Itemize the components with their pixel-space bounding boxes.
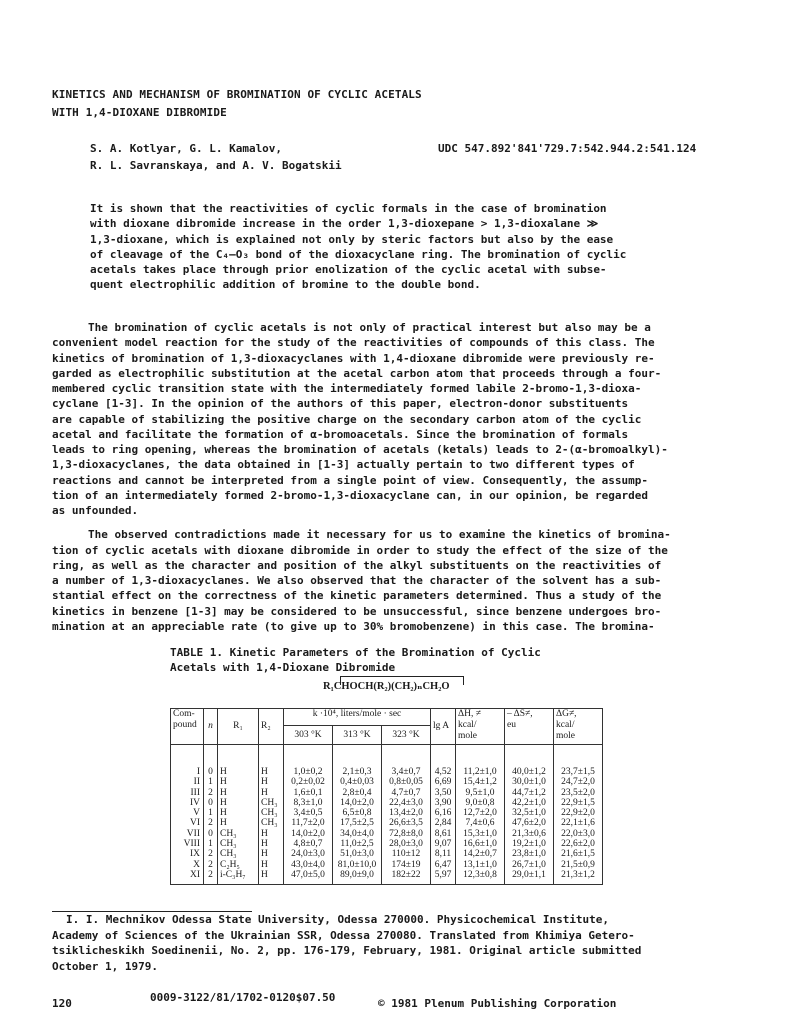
cell-k323: 174±19 — [382, 860, 431, 870]
cell-dg: 22,6±2,0 — [554, 839, 603, 849]
header-delta-h: ΔH, ≠ kcal/ mole — [456, 709, 505, 745]
cell-ds: 44,7±1,2 — [505, 788, 554, 798]
body-line: cyclane [1-3]. In the opinion of the authors of this paper, electron-donor substituents — [52, 397, 629, 411]
body-line: membered cyclic transition state with the intermediately formed labile 2-bromo-1,3-dioxa- — [52, 382, 642, 395]
table-row — [171, 798, 603, 808]
cell-k313: 17,5±2,5 — [333, 818, 382, 828]
title-line: WITH 1,4-DIOXANE DIBROMIDE — [52, 106, 227, 119]
cell-dh: 13,1±1,0 — [456, 860, 505, 870]
header-temp-303: 303 °K — [284, 726, 333, 745]
cell-k323: 3,4±0,7 — [382, 745, 431, 778]
footnote-line: tsiklicheskikh Soedinenii, No. 2, pp. 176-179, February, 1981. Original article submitted — [52, 944, 642, 957]
author-line: S. A. Kotlyar, G. L. Kamalov, — [90, 142, 283, 155]
cell-compound: V — [171, 808, 204, 818]
body-line: are capable of stabilizing the positive charge on the secondary carbon atom of the cyclic — [52, 412, 642, 426]
title-line: KINETICS AND MECHANISM OF BROMINATION OF CYCLIC ACETALS — [52, 88, 422, 101]
cell-compound: VIII — [171, 839, 204, 849]
cell-dh: 15,3±1,0 — [456, 829, 505, 839]
header-r1: R₁ — [218, 709, 259, 745]
cell-dh: 14,2±0,7 — [456, 849, 505, 859]
cell-k313: 34,0±4,0 — [333, 829, 382, 839]
cell-lga: 8,61 — [431, 829, 456, 839]
header-rate-constant: k ·10⁴, liters/mole · sec — [284, 709, 431, 726]
body-line: leads to ring opening, whereas the bromination of acetals (ketals) leads to 2-(α-bromoalkyl)- — [52, 443, 668, 456]
body-line: ring, as well as the character and position of the alkyl substituents on the reactivities of — [52, 558, 662, 572]
body-line: as unfounded. — [52, 504, 139, 517]
cell-n: 2 — [204, 870, 218, 885]
footnote — [52, 912, 752, 974]
cell-k303: 1,6±0,1 — [284, 788, 333, 798]
issn-code: 0009-3122/81/1702-0120$07.50 — [150, 991, 336, 1004]
cell-dg: 23,7±1,5 — [554, 745, 603, 778]
copyright-notice: © 1981 Plenum Publishing Corporation — [378, 997, 617, 1010]
cell-n: 1 — [204, 777, 218, 787]
cell-r1: H — [218, 808, 259, 818]
cell-lga: 5,97 — [431, 870, 456, 885]
cell-n: 0 — [204, 829, 218, 839]
header-delta-g: ΔG≠, kcal/ mole — [554, 709, 603, 745]
cell-dg: 21,3±1,2 — [554, 870, 603, 885]
cell-dh: 9,0±0,8 — [456, 798, 505, 808]
body-line: convenient model reaction for the study of the reactivities of compounds of this class. The — [52, 336, 655, 350]
cell-compound: XI — [171, 870, 204, 885]
cell-compound: I — [171, 745, 204, 778]
cell-ds: 32,5±1,0 — [505, 808, 554, 818]
cell-n: 0 — [204, 798, 218, 808]
cell-dh: 12,3±0,8 — [456, 870, 505, 885]
table-caption — [170, 645, 541, 675]
cell-compound: VII — [171, 829, 204, 839]
table-row — [171, 839, 603, 849]
author-list — [90, 140, 342, 174]
cell-r1: H — [218, 818, 259, 828]
cell-r2: H — [259, 849, 284, 859]
abstract-line: of cleavage of the C₄–O₃ bond of the dioxacyclane ring. The bromination of cyclic — [90, 247, 627, 261]
cell-ds: 40,0±1,2 — [505, 745, 554, 778]
cell-r1: CH₃ — [218, 839, 259, 849]
abstract — [90, 201, 710, 293]
abstract-line: quent electrophilic addition of bromine to the double bond. — [90, 278, 481, 292]
cell-k303: 24,0±3,0 — [284, 849, 333, 859]
cell-compound: III — [171, 788, 204, 798]
cell-ds: 30,0±1,0 — [505, 777, 554, 787]
cell-dh: 15,4±1,2 — [456, 777, 505, 787]
cell-r2: CH₃ — [259, 808, 284, 818]
caption-line: TABLE 1. Kinetic Parameters of the Bromination of Cyclic — [170, 646, 541, 659]
table-header-row — [171, 709, 603, 726]
cell-k313: 0,4±0,03 — [333, 777, 382, 787]
cell-lga: 8,11 — [431, 849, 456, 859]
cell-ds: 21,3±0,6 — [505, 829, 554, 839]
cell-dh: 12,7±2,0 — [456, 808, 505, 818]
cell-lga: 2,84 — [431, 818, 456, 828]
cell-k303: 3,4±0,5 — [284, 808, 333, 818]
cell-n: 1 — [204, 839, 218, 849]
cell-k303: 14,0±2,0 — [284, 829, 333, 839]
table-row — [171, 829, 603, 839]
cell-r2: H — [259, 829, 284, 839]
author-line: R. L. Savranskaya, and A. V. Bogatskii — [90, 159, 342, 172]
cell-compound: IV — [171, 798, 204, 808]
cell-k323: 182±22 — [382, 870, 431, 885]
kinetic-parameters-table — [170, 708, 603, 885]
table-row — [171, 860, 603, 870]
cell-r2: H — [259, 788, 284, 798]
cell-dg: 22,0±3,0 — [554, 829, 603, 839]
cell-k323: 22,4±3,0 — [382, 798, 431, 808]
table-row — [171, 818, 603, 828]
cell-r1: i-C₃H₇ — [218, 870, 259, 885]
body-line: reactions and cannot be interpreted from a single point of view. Consequently, the assump- — [52, 473, 649, 487]
body-line: garded as electrophilic substitution at the acetal carbon atom that proceeds through a four- — [52, 366, 662, 380]
cell-k303: 0,2±0,02 — [284, 777, 333, 787]
cell-dg: 23,5±2,0 — [554, 788, 603, 798]
cell-k313: 14,0±2,0 — [333, 798, 382, 808]
page-number: 120 — [52, 997, 72, 1010]
cell-r2: CH₃ — [259, 818, 284, 828]
cell-k313: 81,0±10,0 — [333, 860, 382, 870]
cell-k323: 110±12 — [382, 849, 431, 859]
cell-k303: 11,7±2,0 — [284, 818, 333, 828]
cell-n: 0 — [204, 745, 218, 778]
cell-r2: H — [259, 745, 284, 778]
cell-r2: H — [259, 777, 284, 787]
cell-lga: 6,47 — [431, 860, 456, 870]
article-title — [52, 86, 422, 122]
cell-n: 2 — [204, 849, 218, 859]
header-delta-s: – ΔS≠, eu — [505, 709, 554, 745]
abstract-line: with dioxane dibromide increase in the order 1,3-dioxepane > 1,3-dioxalane ≫ — [90, 217, 599, 231]
cell-ds: 42,2±1,0 — [505, 798, 554, 808]
cell-k303: 4,8±0,7 — [284, 839, 333, 849]
cell-dg: 22,9±1,5 — [554, 798, 603, 808]
body-line: mination at an appreciable rate (to give up to 30% bromobenzene) in this case. The bromina- — [52, 619, 655, 633]
cell-k323: 0,8±0,05 — [382, 777, 431, 787]
body-line: The observed contradictions made it necessary for us to examine the kinetics of bromina- — [88, 528, 671, 542]
cell-k323: 4,7±0,7 — [382, 788, 431, 798]
table-row — [171, 777, 603, 787]
cell-k303: 8,3±1,0 — [284, 798, 333, 808]
cell-k303: 43,0±4,0 — [284, 860, 333, 870]
table-row — [171, 788, 603, 798]
cell-compound: VI — [171, 818, 204, 828]
table-row — [171, 849, 603, 859]
cell-k323: 13,4±2,0 — [382, 808, 431, 818]
cell-r1: H — [218, 745, 259, 778]
header-r2: R₂ — [259, 709, 284, 745]
cell-k323: 72,8±8,0 — [382, 829, 431, 839]
cell-k313: 2,1±0,3 — [333, 745, 382, 778]
cell-k323: 28,0±3,0 — [382, 839, 431, 849]
header-temp-313: 313 °K — [333, 726, 382, 745]
cell-k313: 89,0±9,0 — [333, 870, 382, 885]
header-temp-323: 323 °K — [382, 726, 431, 745]
cell-r2: H — [259, 839, 284, 849]
cell-ds: 19,2±1,0 — [505, 839, 554, 849]
cell-dg: 22,1±1,6 — [554, 818, 603, 828]
cell-ds: 23,8±1,0 — [505, 849, 554, 859]
body-line: kinetics of bromination of 1,3-dioxacyclanes with 1,4-dioxane dibromide were previously re- — [52, 351, 655, 365]
cell-lga: 6,16 — [431, 808, 456, 818]
cell-dh: 7,4±0,6 — [456, 818, 505, 828]
cell-dg: 21,5±0,9 — [554, 860, 603, 870]
cell-n: 2 — [204, 860, 218, 870]
cell-r1: H — [218, 788, 259, 798]
cell-k313: 2,8±0,4 — [333, 788, 382, 798]
cell-dh: 11,2±1,0 — [456, 745, 505, 778]
cell-dg: 24,7±2,0 — [554, 777, 603, 787]
cell-lga: 4,52 — [431, 745, 456, 778]
structural-formula: R₁CHOCH(R₂)(CH₂)ₙCH₂O — [323, 681, 450, 692]
abstract-line: acetals takes place through prior enolization of the cyclic acetal with subse- — [90, 263, 607, 277]
cell-compound: IX — [171, 849, 204, 859]
cell-dg: 22,9±2,0 — [554, 808, 603, 818]
body-line: kinetics in benzene [1-3] may be considered to be unsuccessful, since benzene undergoes bro- — [52, 604, 662, 618]
cell-r2: H — [259, 870, 284, 885]
table-row — [171, 870, 603, 885]
cell-k303: 1,0±0,2 — [284, 745, 333, 778]
body-line: The bromination of cyclic acetals is not only of practical interest but also may be a — [88, 321, 651, 334]
cell-k313: 6,5±0,8 — [333, 808, 382, 818]
cell-r1: C₂H₅ — [218, 860, 259, 870]
body-line: acetal and facilitate the formation of α-bromoacetals. Since the bromination of formals — [52, 427, 629, 441]
cell-dh: 9,5±1,0 — [456, 788, 505, 798]
body-line: a number of 1,3-dioxacyclanes. We also observed that the character of the solvent has a sub- — [52, 574, 662, 587]
cell-compound: II — [171, 777, 204, 787]
cell-r2: CH₃ — [259, 798, 284, 808]
cell-r1: H — [218, 777, 259, 787]
cell-lga: 3,90 — [431, 798, 456, 808]
header-n: n — [204, 709, 218, 745]
cell-r1: CH₃ — [218, 829, 259, 839]
cell-lga: 9,07 — [431, 839, 456, 849]
body-line: tion of an intermediately formed 2-bromo-1,3-dioxacyclane can, in our opinion, be regarded — [52, 488, 649, 502]
abstract-line: It is shown that the reactivities of cyclic formals in the case of bromination — [90, 202, 607, 215]
cell-n: 2 — [204, 818, 218, 828]
cell-n: 2 — [204, 788, 218, 798]
footnote-line: I. I. Mechnikov Odessa State University, Odessa 270000. Physicochemical Institute, — [66, 913, 610, 926]
cell-dg: 21,6±1,5 — [554, 849, 603, 859]
body-line: stantial effect on the correctness of the kinetic parameters determined. Thus a study of the — [52, 589, 662, 603]
cell-ds: 47,6±2,0 — [505, 818, 554, 828]
cell-compound: X — [171, 860, 204, 870]
table-row — [171, 745, 603, 778]
udc-code: UDC 547.892'841'729.7:542.944.2:541.124 — [438, 142, 697, 155]
cell-r1: H — [218, 798, 259, 808]
cell-dh: 16,6±1,0 — [456, 839, 505, 849]
body-line: 1,3-dioxacyclanes, the data obtained in [1-3] actually pertain to two different types of — [52, 458, 635, 472]
body-text — [52, 320, 752, 634]
cell-k303: 47,0±5,0 — [284, 870, 333, 885]
cell-r1: CH₃ — [218, 849, 259, 859]
abstract-line: 1,3-dioxane, which is explained not only by steric factors but also by the ease — [90, 232, 614, 246]
cell-ds: 29,0±1,1 — [505, 870, 554, 885]
cell-k323: 26,6±3,5 — [382, 818, 431, 828]
cell-n: 1 — [204, 808, 218, 818]
cell-lga: 3,50 — [431, 788, 456, 798]
cell-r2: H — [259, 860, 284, 870]
header-compound: Com- pound — [171, 709, 204, 745]
footnote-line: Academy of Sciences of the Ukrainian SSR, Odessa 270080. Translated from Khimiya Getero- — [52, 928, 635, 942]
body-line: tion of cyclic acetals with dioxane dibromide in order to study the effect of the size of the — [52, 543, 668, 557]
cell-k313: 11,0±2,5 — [333, 839, 382, 849]
cell-lga: 6,69 — [431, 777, 456, 787]
header-lg-a: lg A — [431, 709, 456, 745]
cell-k313: 51,0±3,0 — [333, 849, 382, 859]
caption-line: Acetals with 1,4-Dioxane Dibromide — [170, 661, 396, 674]
footnote-line: October 1, 1979. — [52, 959, 158, 973]
table-row — [171, 808, 603, 818]
cell-ds: 26,7±1,0 — [505, 860, 554, 870]
